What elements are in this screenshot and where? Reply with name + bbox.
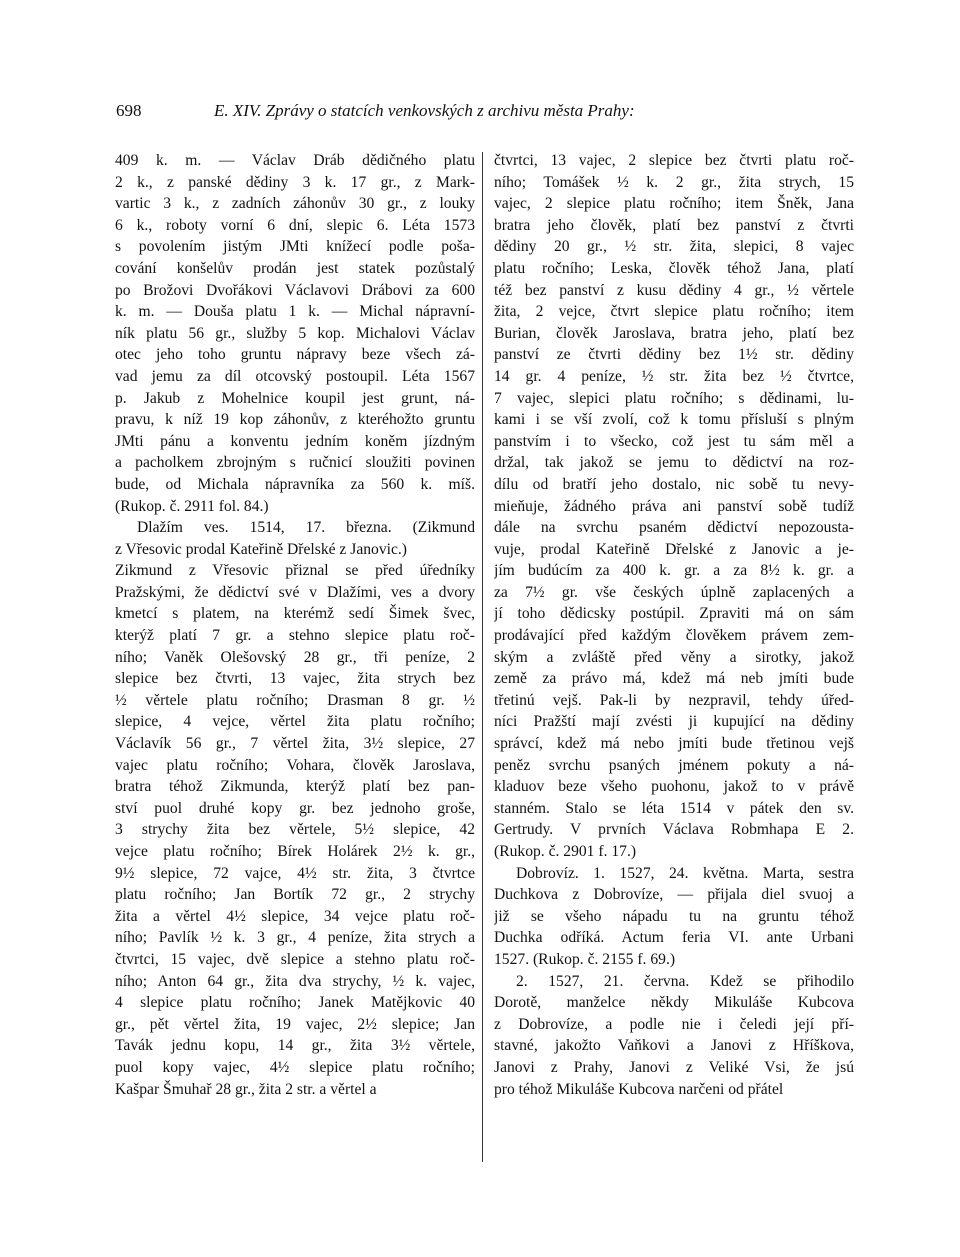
text-line: otec jeho toho gruntu nápravy beze všech zá- [115,346,475,364]
text-line: kmetcí s platem, na kterémž sedí Šimek švec, [115,605,475,623]
text-line: gr., pět věrtel žita, 19 vajec, 2½ slepice; Jan [115,1015,475,1033]
text-line: ství puol druhé kopy gr. bez jednoho groše, [115,799,475,817]
text-line: ního; Pavlík ½ k. 3 gr., 4 peníze, žita strych a [115,929,475,947]
text-line: a pacholkem zbrojným s ručnicí sloužiti povinen [115,454,475,472]
text-line: 4 slepice platu ročního; Janek Matějkovic 40 [115,994,475,1012]
text-line: Janovi z Prahy, Janovi z Veliké Vsi, že jsú [494,1058,854,1076]
text-line: za 7½ gr. vše českých úplně zaplacených a [494,583,854,601]
text-line: kami i se vší zvolí, což k tomu přísluší s plným [494,411,854,429]
text-line: ník platu 56 gr., služby 5 kop. Michalovi Václav [115,324,475,342]
text-line: níci Pražští mají zvésti ji kupující na dědiny [494,713,854,731]
text-line: slepice bez čtvrti, 13 vajec, žita strych bez [115,670,475,688]
text-line: ního; Anton 64 gr., žita dva strychy, ½ k. vajec, [115,972,475,990]
text-line: puol kopy vajec, 4½ slepice platu ročního; [115,1058,475,1076]
text-line: 6 k., roboty vorní 6 dní, slepic 6. Léta 1573 [115,216,475,234]
text-line: cování konšelův prodán jest statek pozůstalý [115,259,475,277]
page-header [116,101,856,125]
text-line: z Dobrovíze, a podle nie i čeledi její pří- [494,1015,854,1033]
text-line: slepice, 4 vejce, věrtel žita platu ročního; [115,713,475,731]
text-line: Gertrudy. V prvních Václava Robmhapa E 2. [494,821,854,839]
text-line: Duchkova z Dobrovíze, — přijala diel svuoj a [494,886,854,904]
text-line: Václavík 56 gr., 7 věrtel žita, 3½ slepice, 27 [115,735,475,753]
text-line: vuje, prodal Kateřině Dřelské z Janovic a je- [494,540,854,558]
text-line: stavné, jakožto Vaňkovi a Janovi z Hříškova, [494,1037,854,1055]
text-line: vad jemu za díl otcovský postoupil. Léta 1567 [115,367,475,385]
text-line: ½ věrtele platu ročního; Drasman 8 gr. ½ [115,691,475,709]
text-line: čtvrtci, 15 vajec, dvě slepice a stehno platu roč- [115,950,475,968]
text-line: 3 strychy žita bez věrtele, 5½ slepice, 42 [115,821,475,839]
text-line: dědiny 20 gr., ½ str. žita, slepici, 8 vajec [494,238,854,256]
text-line: jí toho dědicsky postúpil. Zpraviti má on sám [494,605,854,623]
text-line: ního; Vaněk Olešovský 28 gr., tři peníze, 2 [115,648,475,666]
text-line: 2. 1527, 21. června. Kdež se přihodilo [516,972,854,990]
text-line: bratra jeho člověk, platí bez panství z čtvrti [494,216,854,234]
text-line: Tavák jednu kopu, 14 gr., žita 3½ věrtele, [115,1037,475,1055]
text-line: (Rukop. č. 2901 f. 17.) [494,843,637,860]
text-line: dále na svrchu psaném dědictví nepozousta- [494,519,854,537]
text-line: Kašpar Šmuhař 28 gr., žita 2 str. a věrtel a [115,1080,377,1098]
text-line: s povolením jistým JMti knížecí podle poša- [115,238,475,256]
text-line: jím budúcím za 400 k. gr. a za 8½ k. gr. a [494,562,854,580]
text-line: čtvrtci, 13 vajec, 2 slepice bez čtvrti platu roč- [494,152,854,169]
text-line: panstvím i to všecko, což jest tu sám měl a [494,432,854,450]
text-line: Duchka odříká. Actum feria VI. ante Urbani [494,929,854,947]
text-line: bratra téhož Zikmunda, kterýž platí bez pan- [115,778,475,796]
text-line: JMti pánu a konventu jedním koněm jízdným [115,432,475,450]
text-line: 7 vajec, slepici platu ročního; s dědinami, lu- [494,389,854,407]
text-line: Dlažím ves. 1514, 17. března. (Zikmund [137,519,475,537]
text-line: z Vřesovic prodal Kateřině Dřelské z Janovic.) [115,540,407,558]
text-line: 409 k. m. — Václav Dráb dědičného platu [115,152,475,169]
text-line: (Rukop. č. 2911 fol. 84.) [115,497,269,515]
text-line: 9½ slepice, 72 vajce, 4½ str. žita, 3 čtvrtce [115,864,475,882]
text-line: vajec platu ročního; Vohara, člověk Jaroslava, [115,756,475,774]
text-line: Zikmund z Vřesovic přiznal se před úředníky [115,562,475,580]
text-line: třetinú vejš. Pak-li by nezpravil, tehdy úřed- [494,691,854,709]
text-line: mieňuje, žádného práva ani panství sobě tudíž [494,497,854,515]
text-line: ního; Tomášek ½ k. 2 gr., žita strych, 15 [494,173,854,191]
text-line: již se všeho nápadu tu na gruntu téhož [494,907,854,925]
running-title: E. XIV. Zprávy o statcích venkovských z archivu města Prahy: [214,101,635,120]
text-line: kterýž platí 7 gr. a stehno slepice platu roč- [115,627,475,645]
text-line: pro téhož Mikuláše Kubcova narčeni od přátel [494,1080,784,1098]
text-line: Burian, člověk Jaroslava, bratra jeho, platí bez [494,324,854,342]
text-line: panství ze čtvrti dědiny bez 1½ str. dědiny [494,346,854,364]
text-line: vajec, 2 slepice platu ročního; item Šněk, Jana [494,195,854,213]
text-line: vejce platu ročního; Bírek Holárek 2½ k. gr., [115,843,475,860]
text-line: též bez panství z kusu dědiny 4 gr., ½ věrtele [494,281,854,299]
text-line: držal, tak jakož se jemu to dědictví na roz- [494,454,854,472]
text-line: 2 k., z panské dědiny 3 k. 17 gr., z Mark- [115,173,475,191]
text-line: peněz svrchu psaných jménem pokuty a ná- [494,756,854,774]
text-line: prodávající před každým člověkem právem zem- [494,627,854,645]
page-number: 698 [116,101,142,120]
text-line: platu ročního; Jan Bortík 72 gr., 2 strychy [115,886,475,904]
column-divider [482,152,483,1162]
text-line: dílu od bratří jeho dostalo, nic sobě tu nevy- [494,475,854,493]
text-line: stanném. Stalo se léta 1514 v pátek den sv. [494,799,854,817]
text-line: bude, od Michala nápravníka za 560 k. míš. [115,475,475,493]
text-line: země za právo má, kdež má neb jmíti bude [494,670,854,688]
text-line: platu ročního; Leska, člověk téhož Jana, platí [494,259,854,277]
text-line: Dorotě, manželce někdy Mikuláše Kubcova [494,994,854,1012]
text-line: ským a zvláště před věny a sirotky, jakož [494,648,854,666]
text-line: 1527. (Rukop. č. 2155 f. 69.) [494,950,676,968]
text-line: p. Jakub z Mohelnice koupil jest grunt, ná- [115,389,475,407]
text-line: po Brožovi Dvořákovi Václavovi Drábovi za 600 [115,281,475,299]
text-line: žita a věrtel 4½ slepice, 34 vejce platu roč- [115,907,475,925]
text-line: správcí, kdež má nebo jmíti bude třetinou vejš [494,735,854,753]
text-line: žita, 2 vejce, čtvrt slepice platu ročního; item [494,303,854,321]
text-line: Dobrovíz. 1. 1527, 24. května. Marta, sestra [516,864,854,882]
text-line: 14 gr. 4 peníze, ½ str. žita bez ½ čtvrtce, [494,367,854,385]
text-line: pravu, k níž 19 kop záhonův, z kteréhožto gruntu [115,411,475,429]
left-column [115,150,475,1100]
text-line: kladuov beze všeho puohonu, jakož to v právě [494,778,854,796]
text-line: Pražskými, že dědictví své v Dlažími, ves a dvory [115,583,475,601]
right-column [494,150,854,1100]
text-line: vartic 3 k., z zadních záhonův 30 gr., z louky [115,195,475,213]
text-line: k. m. — Douša platu 1 k. — Michal nápravní- [115,303,475,321]
